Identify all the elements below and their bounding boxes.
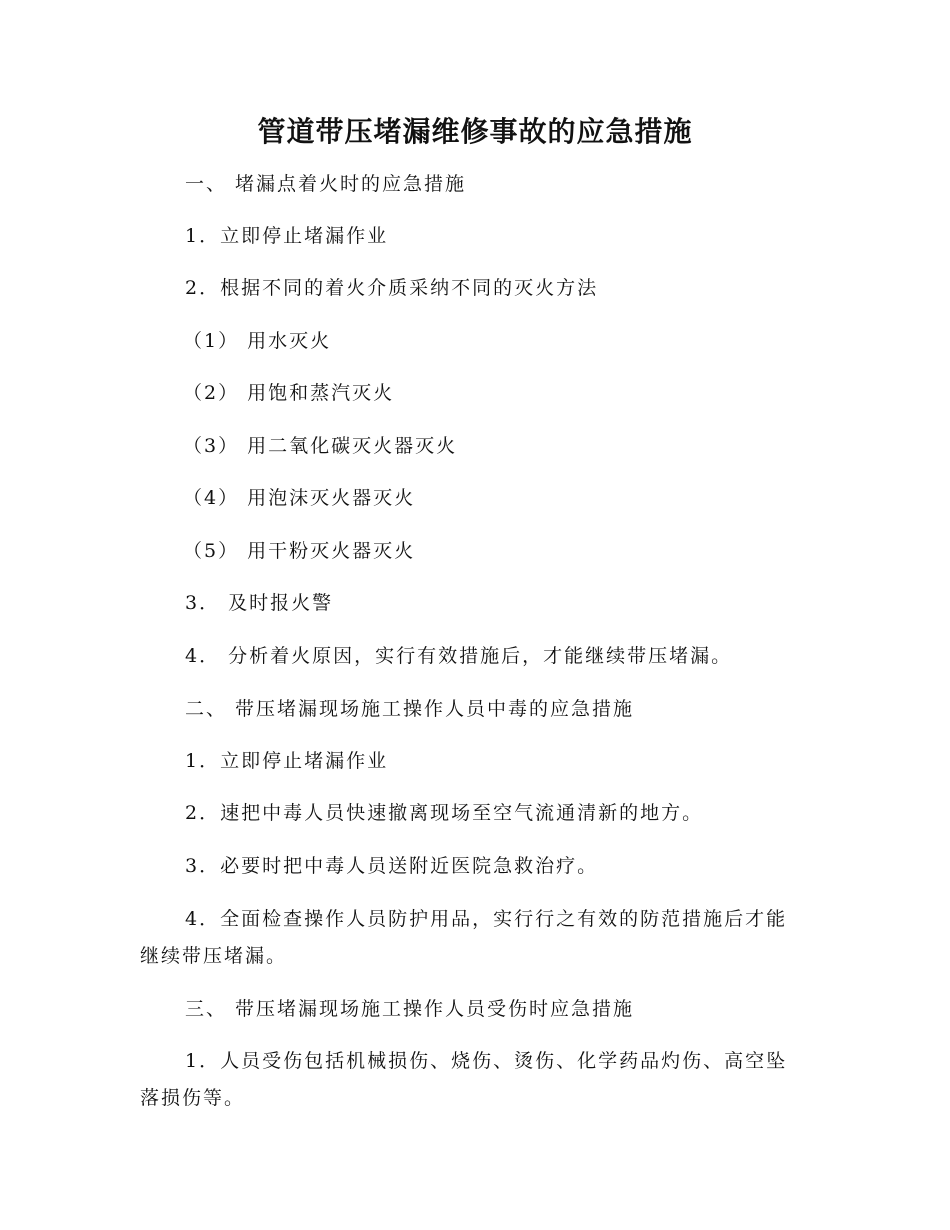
list-item: 4．全面检查操作人员防护用品，实行行之有效的防范措施后才能 (185, 908, 788, 930)
list-item: 3．必要时把中毒人员送附近医院急救治疗。 (185, 855, 599, 877)
list-subitem: （5） 用干粉灭火器灭火 (183, 540, 416, 562)
section-heading-2: 二、 带压堵漏现场施工操作人员中毒的应急措施 (185, 698, 635, 720)
list-subitem: （2） 用饱和蒸汽灭火 (183, 382, 395, 404)
list-item: 2．速把中毒人员快速撤离现场至空气流通清新的地方。 (185, 802, 704, 824)
section-heading-3: 三、 带压堵漏现场施工操作人员受伤时应急措施 (185, 998, 635, 1020)
list-item: 1．人员受伤包括机械损伤、烧伤、烫伤、化学药品灼伤、高空坠 (185, 1050, 788, 1072)
list-item: 1．立即停止堵漏作业 (185, 750, 389, 772)
list-item: 3． 及时报火警 (185, 592, 334, 614)
list-item: 1．立即停止堵漏作业 (185, 225, 389, 247)
list-item-continuation: 落损伤等。 (140, 1087, 246, 1109)
list-subitem: （3） 用二氧化碳灭火器灭火 (183, 435, 458, 457)
list-item: 4． 分析着火原因，实行有效措施后，才能继续带压堵漏。 (185, 645, 733, 667)
list-subitem: （4） 用泡沫灭火器灭火 (183, 487, 416, 509)
list-subitem: （1） 用水灭火 (183, 330, 332, 352)
section-heading-1: 一、 堵漏点着火时的应急措施 (185, 173, 467, 195)
list-item-continuation: 继续带压堵漏。 (140, 945, 288, 967)
list-item: 2．根据不同的着火介质采纳不同的灭火方法 (185, 277, 599, 299)
document-title: 管道带压堵漏维修事故的应急措施 (257, 115, 693, 148)
